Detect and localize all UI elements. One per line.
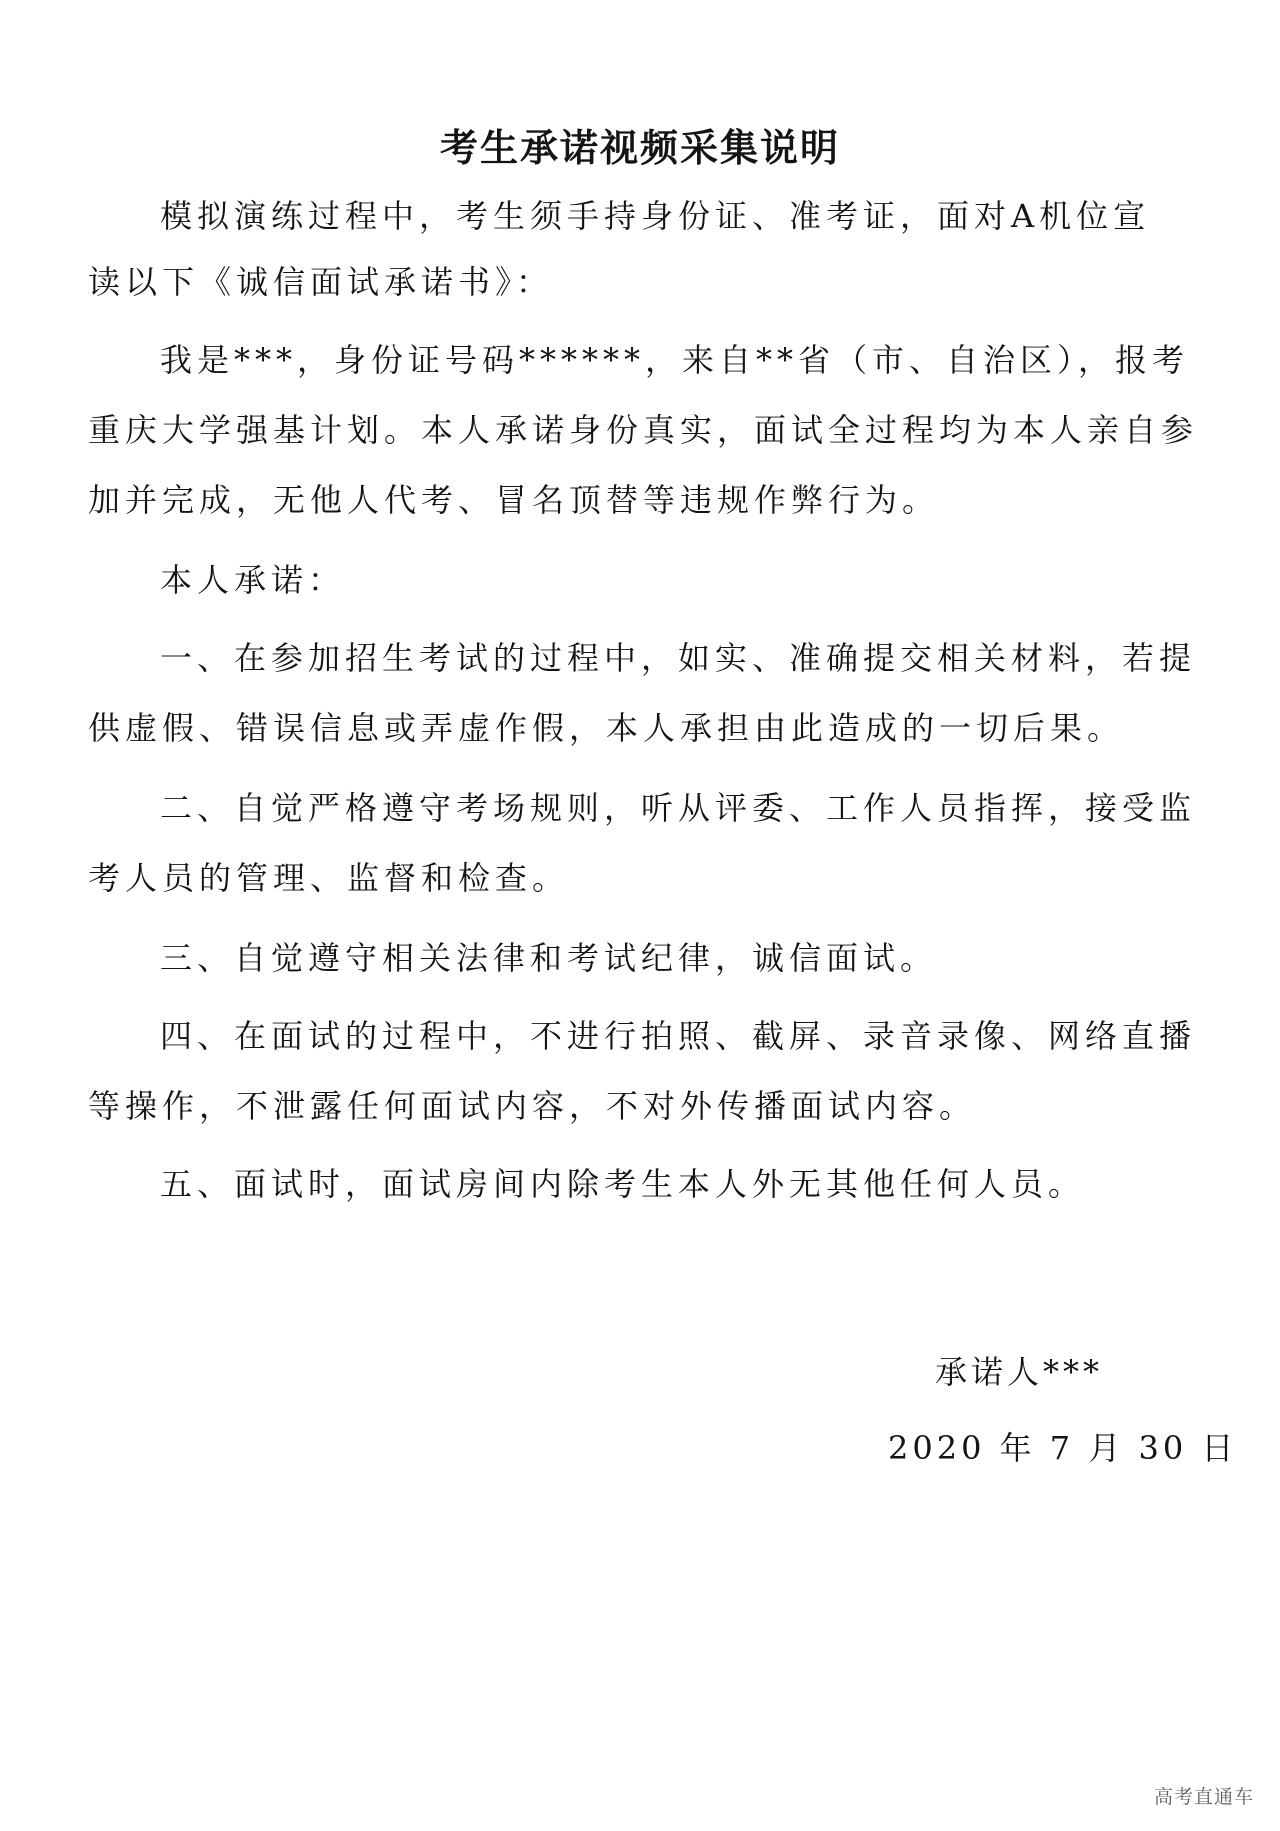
- pledge-item-2-line-1: 二、自觉严格遵守考场规则，听从评委、工作人员指挥，接受监: [160, 789, 1197, 827]
- intro-line-2: 读以下《诚信面试承诺书》：: [88, 263, 554, 301]
- statement-line-3: 加并完成，无他人代考、冒名顶替等违规作弊行为。: [88, 481, 940, 519]
- pledge-item-5: 五、面试时，面试房间内除考生本人外无其他任何人员。: [160, 1165, 1086, 1203]
- statement-line-1: 我是***，身份证号码******，来自**省（市、自治区），报考: [160, 341, 1190, 379]
- statement-line-2: 重庆大学强基计划。本人承诺身份真实，面试全过程均为本人亲自参: [88, 411, 1199, 449]
- document-title: 考生承诺视频采集说明: [439, 125, 840, 170]
- pledge-item-4-line-1: 四、在面试的过程中，不进行拍照、截屏、录音录像、网络直播: [160, 1017, 1197, 1055]
- watermark-text: 高考直通车: [1153, 1786, 1254, 1808]
- pledge-item-2-line-2: 考人员的管理、监督和检查。: [88, 859, 570, 897]
- intro-line-1: 模拟演练过程中，考生须手持身份证、准考证，面对A机位宣: [160, 197, 1151, 235]
- pledge-item-1-line-2: 供虚假、错误信息或弄虚作假，本人承担由此造成的一切后果。: [88, 709, 1125, 747]
- pledge-heading: 本人承诺：: [160, 561, 346, 599]
- pledge-item-4-line-2: 等操作，不泄露任何面试内容，不对外传播面试内容。: [88, 1087, 977, 1125]
- signer-line: 承诺人***: [935, 1353, 1104, 1391]
- pledge-item-3: 三、自觉遵守相关法律和考试纪律，诚信面试。: [160, 939, 938, 977]
- pledge-item-1-line-1: 一、在参加招生考试的过程中，如实、准确提交相关材料，若提: [160, 639, 1197, 677]
- signature-date: 2020 年 7 月 30 日: [888, 1429, 1238, 1467]
